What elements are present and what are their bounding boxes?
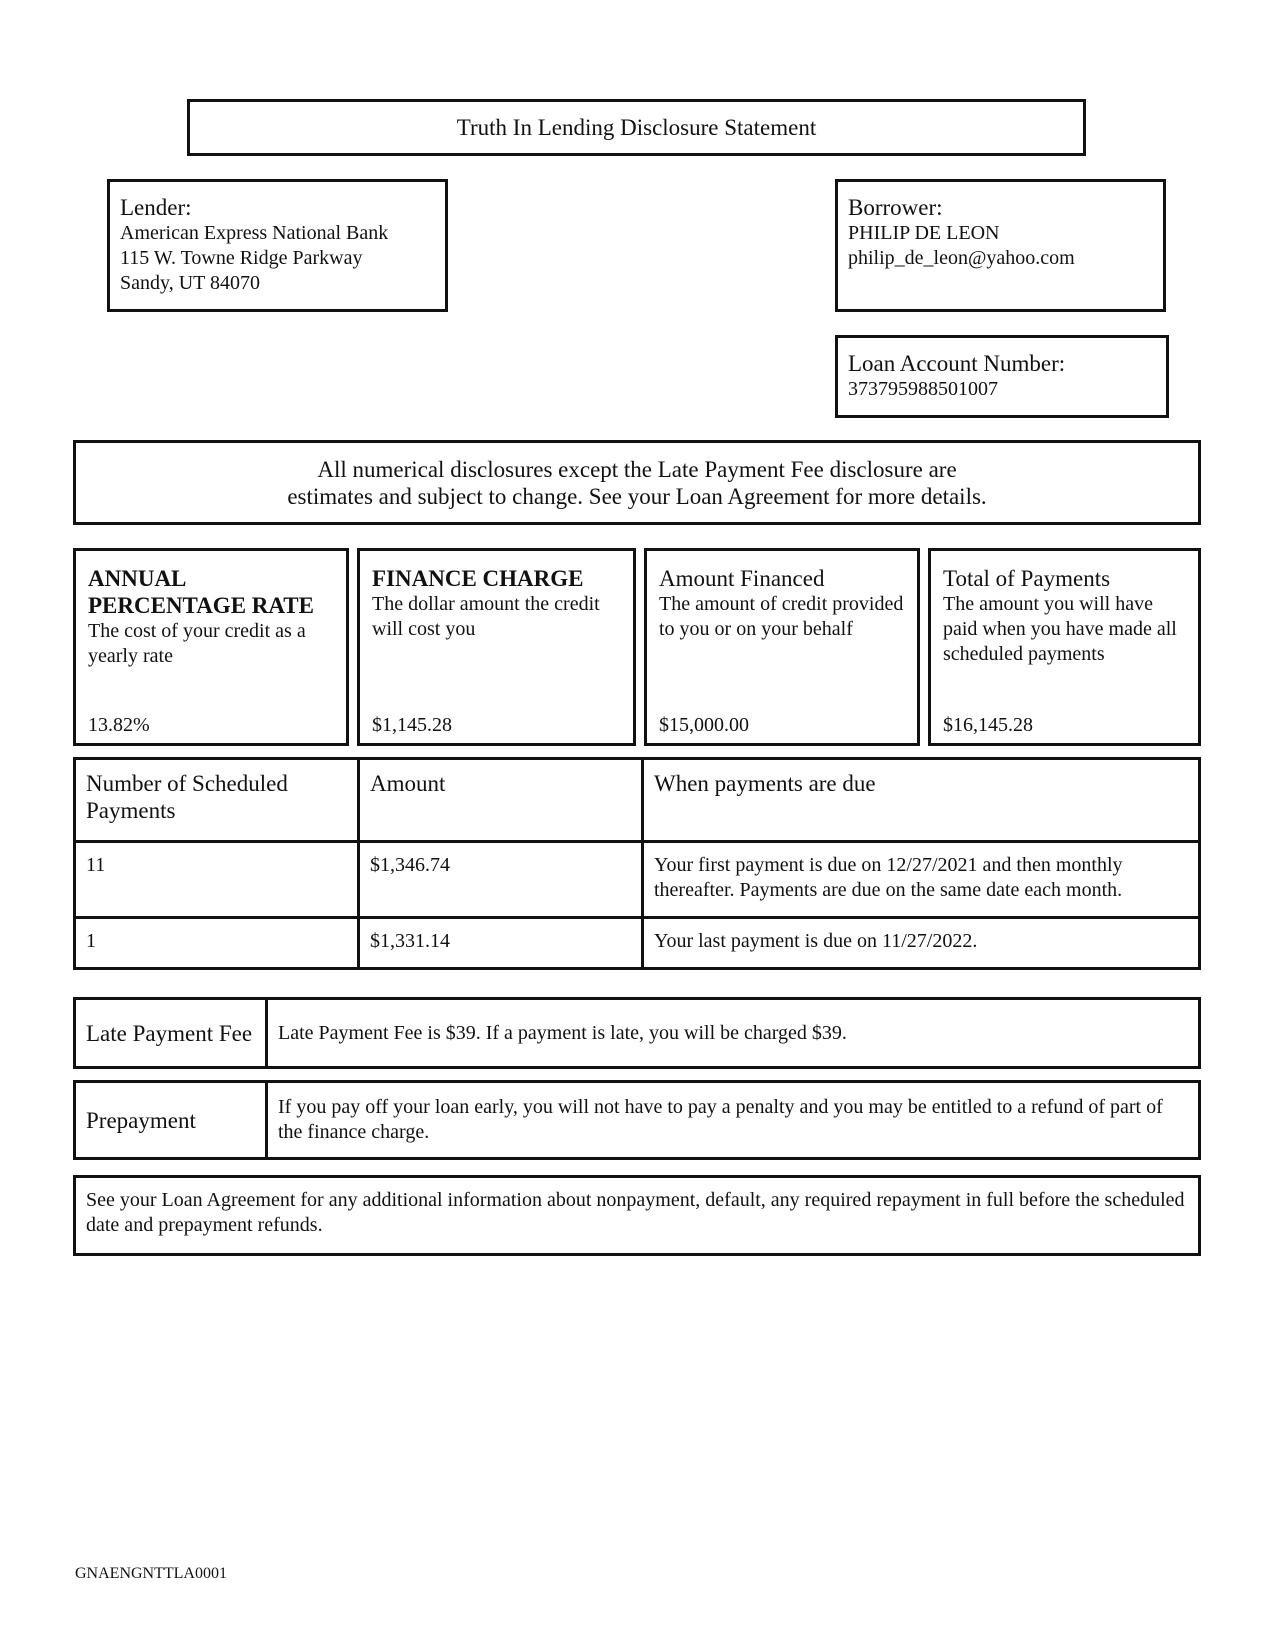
loan-account-box <box>835 335 1169 418</box>
total-of-payments-heading: Total of Payments <box>943 566 1111 591</box>
total-of-payments-value: $16,145.28 <box>943 714 1033 736</box>
lender-address-line2: Sandy, UT 84070 <box>120 272 260 294</box>
notice-line-1: All numerical disclosures except the Late Payment Fee disclosure are <box>317 456 957 482</box>
lender-name: American Express National Bank <box>120 222 389 244</box>
lender-address-line1: 115 W. Towne Ridge Parkway <box>120 247 363 269</box>
schedule-due: Your first payment is due on 12/27/2021 and then monthly thereafter. Payments are due on the same date each month. <box>643 842 1200 918</box>
borrower-name: PHILIP DE LEON <box>848 222 1000 244</box>
prepayment-label: Prepayment <box>76 1083 268 1157</box>
borrower-heading: Borrower: <box>848 195 943 220</box>
notice-line-2: estimates and subject to change. See your Loan Agreement for more details. <box>287 483 987 509</box>
finance-charge-description: The dollar amount the credit will cost you <box>372 593 600 640</box>
apr-heading: ANNUAL PERCENTAGE RATE <box>88 566 314 618</box>
loan-account-number: 373795988501007 <box>848 378 998 400</box>
table-row <box>75 842 1200 918</box>
lender-heading: Lender: <box>120 195 192 220</box>
schedule-due: Your last payment is due on 11/27/2022. <box>643 918 1200 969</box>
schedule-count: 11 <box>75 842 359 918</box>
schedule-header-count: Number of Scheduled Payments <box>75 759 359 842</box>
total-of-payments-description: The amount you will have paid when you have made all scheduled payments <box>943 593 1177 665</box>
form-code: GNAENGNTTLA0001 <box>75 1565 227 1582</box>
schedule-count: 1 <box>75 918 359 969</box>
apr-box <box>73 548 349 746</box>
late-payment-label: Late Payment Fee <box>76 1000 268 1066</box>
borrower-box <box>835 179 1166 312</box>
loan-account-heading: Loan Account Number: <box>848 351 1066 376</box>
document-title-box <box>187 99 1086 156</box>
amount-financed-description: The amount of credit provided to you or on your behalf <box>659 593 904 640</box>
schedule-header-row <box>75 759 1200 842</box>
table-row <box>75 918 1200 969</box>
schedule-header-amount: Amount <box>359 759 643 842</box>
amount-financed-heading: Amount Financed <box>659 566 825 591</box>
schedule-amount: $1,331.14 <box>359 918 643 969</box>
payment-schedule-table <box>73 757 1201 970</box>
apr-value: 13.82% <box>88 714 150 736</box>
amount-financed-value: $15,000.00 <box>659 714 749 736</box>
borrower-email: philip_de_leon@yahoo.com <box>848 247 1075 269</box>
document-title: Truth In Lending Disclosure Statement <box>456 114 817 140</box>
apr-description: The cost of your credit as a yearly rate <box>88 620 306 667</box>
additional-info-box <box>73 1175 1201 1256</box>
amount-financed-box <box>644 548 920 746</box>
prepayment-text: If you pay off your loan early, you will not have to pay a penalty and you may be entitled to a refund of part of the finance charge. <box>278 1096 1163 1143</box>
finance-charge-box <box>357 548 636 746</box>
additional-info-text: See your Loan Agreement for any additional information about nonpayment, default, any required repayment in full before the scheduled date and prepayment refunds. <box>86 1189 1185 1236</box>
estimates-notice <box>73 440 1201 525</box>
total-of-payments-box <box>928 548 1201 746</box>
lender-box <box>107 179 448 312</box>
finance-charge-heading: FINANCE CHARGE <box>372 566 584 591</box>
late-payment-text: Late Payment Fee is $39. If a payment is late, you will be charged $39. <box>278 1021 847 1044</box>
finance-charge-value: $1,145.28 <box>372 714 452 736</box>
schedule-header-due: When payments are due <box>643 759 1200 842</box>
schedule-amount: $1,346.74 <box>359 842 643 918</box>
prepayment-box <box>73 1080 1201 1160</box>
late-payment-box <box>73 997 1201 1069</box>
